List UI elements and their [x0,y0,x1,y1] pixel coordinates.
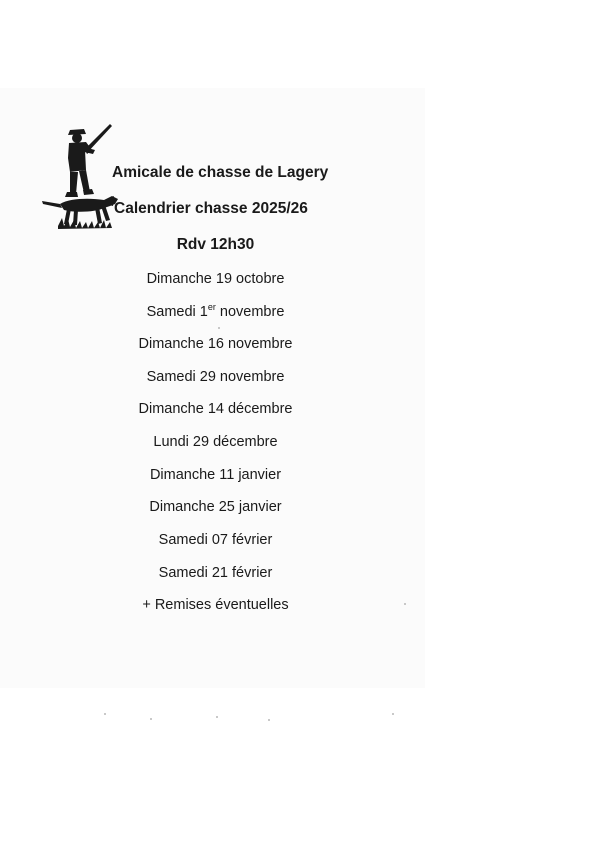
scan-speck [268,719,270,721]
date-item: Samedi 07 février [158,532,273,548]
date-item: Lundi 29 décembre [153,434,278,450]
date-item: Samedi 29 novembre [146,369,285,385]
scan-speck [150,718,152,720]
date-item: Dimanche 11 janvier [149,467,282,483]
scan-speck [216,716,218,718]
calendar-title: Calendrier chasse 2025/26 [114,200,308,217]
scan-speck [218,327,220,329]
club-name: Amicale de chasse de Lagery [112,164,329,181]
date-item: Dimanche 19 octobre [146,271,285,287]
date-item: Samedi 21 février [158,565,273,581]
scan-speck [104,713,106,715]
footer-note: + Remises éventuelles [142,597,289,613]
date-item: Dimanche 14 décembre [138,401,293,417]
date-text: novembre [215,304,285,320]
date-item: Dimanche 25 janvier [149,499,282,515]
date-item: Dimanche 16 novembre [138,336,293,352]
scan-speck [404,603,406,605]
meeting-time: Rdv 12h30 [176,236,255,253]
date-ordinal: er [207,302,216,312]
date-item [0,303,431,321]
date-text: Samedi 1 [146,304,208,320]
scan-speck [392,713,394,715]
hunter-with-dog-icon [40,120,122,232]
